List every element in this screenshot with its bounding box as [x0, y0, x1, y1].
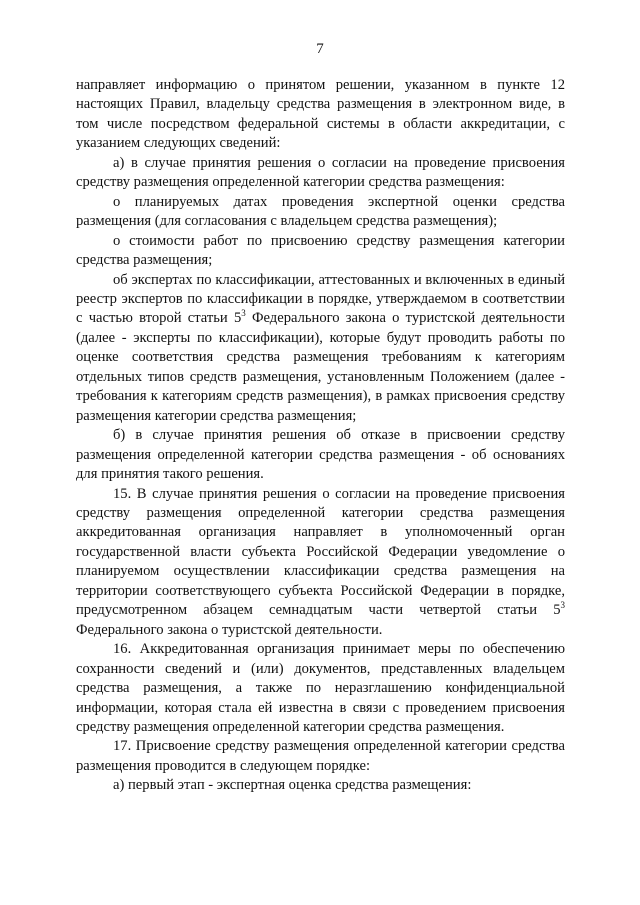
paragraph-16: 16. Аккредитованная организация принимает меры по обеспечению сохранности сведений и (или) документов, представленных владельцем средства размещения, а также по неразглашению конфиденциальной информации, которая стала ей известна в связи с проведением присвоения средству размещения определенной категории средства размещения. [76, 641, 565, 735]
superscript-3: 3 [241, 308, 246, 319]
paragraph-item-b: б) в случае принятия решения об отказе в присвоении средству размещения определенной категории средства размещения - об основаниях для принятия такого решения. [76, 427, 565, 483]
paragraph-experts-text: об экспертах по классификации, аттестованных и включенных в единый реестр экспертов по классификации в порядке, утверждаемом в соответствии с частью второй статьи 5 [76, 271, 565, 327]
paragraph-experts [76, 271, 565, 427]
paragraph-continuation: направляет информацию о принятом решении, указанном в пункте 12 настоящих Правил, владельцу средства размещения в электронном виде, в том числе посредством федеральной системы в области аккредитации, с указанием следующих сведений: [76, 77, 565, 152]
document-body [76, 76, 565, 796]
paragraph-15 [76, 485, 565, 641]
page-number: 7 [316, 41, 324, 57]
paragraph-15-text-cont: Федерального закона о туристской деятельности. [76, 621, 383, 638]
paragraph-17: 17. Присвоение средству размещения определенной категории средства размещения проводится в следующем порядке: [76, 738, 565, 774]
superscript-3: 3 [560, 600, 565, 611]
paragraph-work-cost: о стоимости работ по присвоению средству размещения категории средства размещения; [76, 232, 565, 269]
paragraph-experts-text-cont: Федерального закона о туристской деятельности (далее - эксперты по классификации), которые будут проводить работы по оценке соответствия средства размещения требованиям к категориям отдельных типов средств размещения, установленным Положением (далее - требования к категориям средств размещения), в рамках присвоения средству размещения категории средства размещения; [76, 310, 565, 424]
paragraph-item-a: а) в случае принятия решения о согласии на проведение присвоения средству размещения определенной категории средства размещения: [76, 154, 565, 191]
paragraph-planned-dates: о планируемых датах проведения экспертной оценки средства размещения (для согласования с владельцем средства размещения); [76, 193, 565, 230]
paragraph-15-text: 15. В случае принятия решения о согласии на проведение присвоения средству размещения определенной категории средства размещения аккредитованная организация направляет в уполномоченный орган государственной власти субъекта Российской Федерации уведомление о планируемом осуществлении классификации средства размещения на территории соответствующего субъекта Российской Федерации в порядке, предусмотренном абзацем семнадцатым части четвертой статьи 5 [76, 485, 565, 619]
paragraph-17-item-a: а) первый этап - экспертная оценка средства размещения: [113, 777, 472, 794]
